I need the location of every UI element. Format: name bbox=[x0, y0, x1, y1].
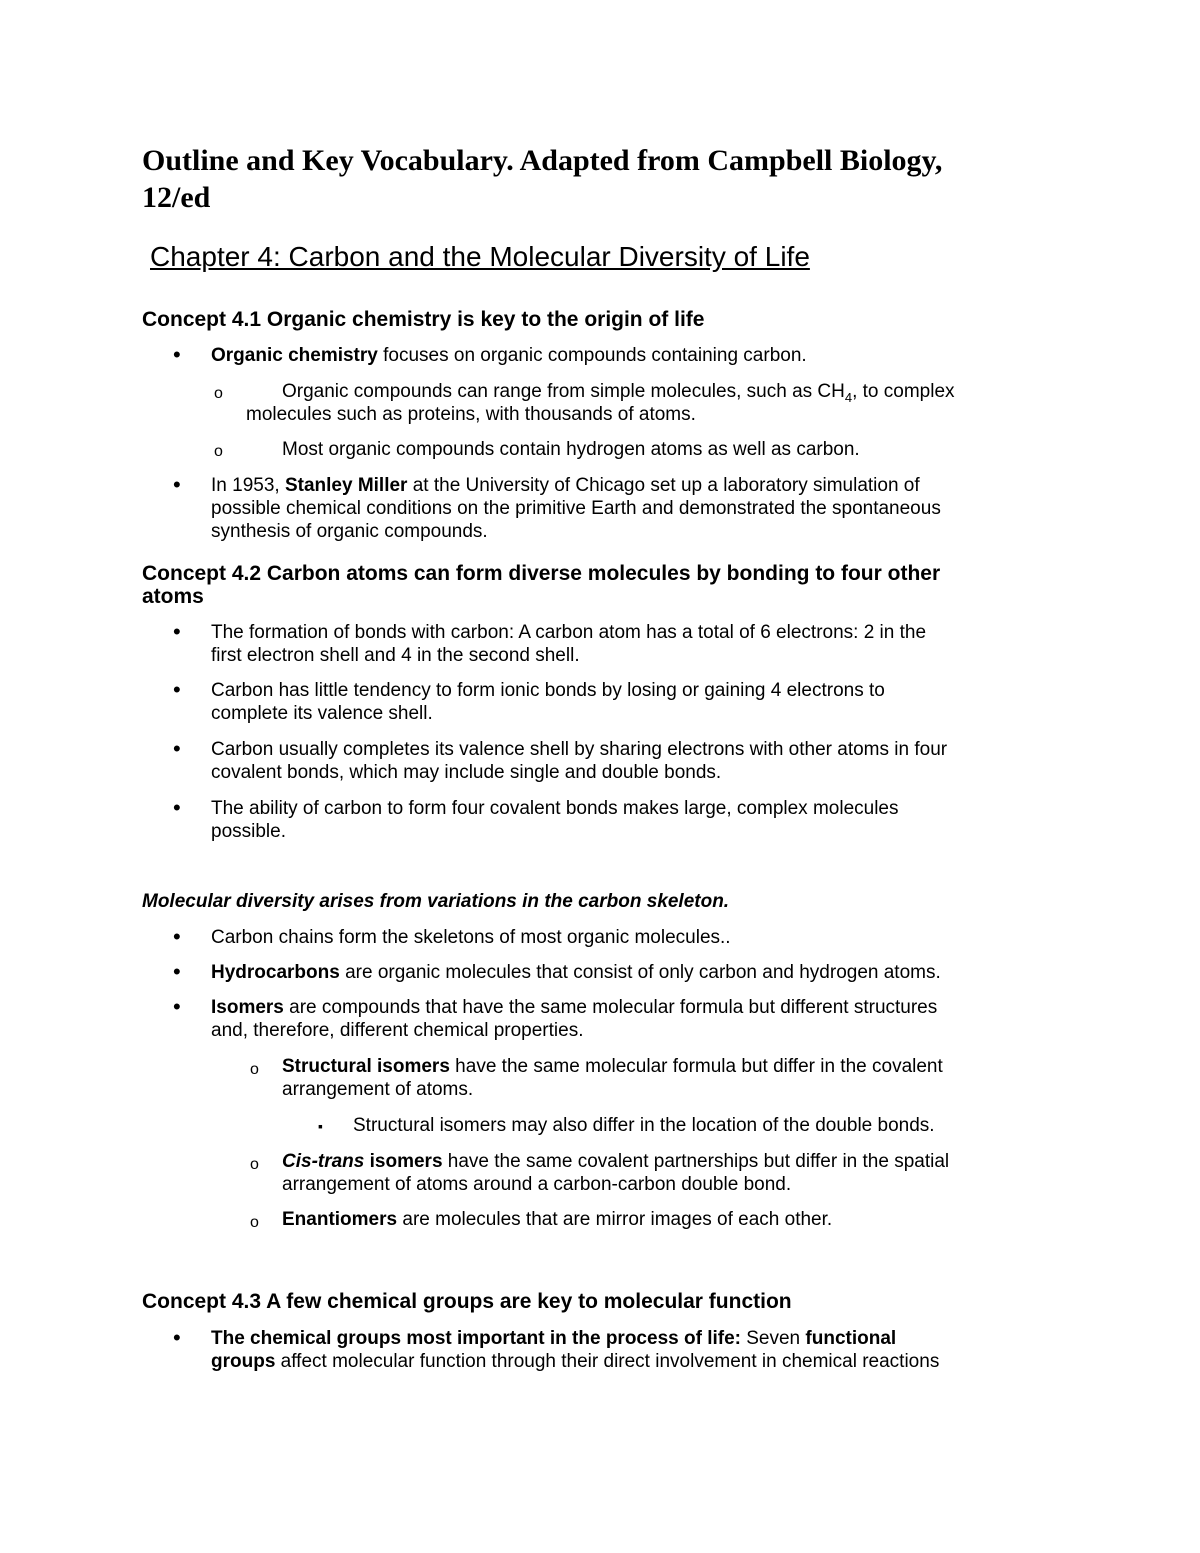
term-structural-isomers: Structural isomers bbox=[282, 1056, 450, 1077]
concept-4-3-heading: Concept 4.3 A few chemical groups are key to molecular function bbox=[142, 1290, 792, 1313]
bullet-circle: o bbox=[214, 443, 223, 460]
bullet-disc: • bbox=[173, 924, 181, 949]
concept-4-1-heading: Concept 4.1 Organic chemistry is key to the origin of life bbox=[142, 308, 705, 331]
list-item: Organic compounds can range from simple molecules, such as $CH_4$, to complex bbox=[282, 381, 955, 405]
chapter-heading: Chapter 4: Carbon and the Molecular Diversity of Life bbox=[150, 241, 810, 272]
list-item-continuation: molecules such as proteins, with thousands of atoms. bbox=[246, 404, 696, 425]
list-item: Carbon has little tendency to form ionic bonds by losing or gaining 4 electrons to bbox=[211, 680, 885, 701]
list-item-continuation: arrangement of atoms around a carbon-carbon double bond. bbox=[282, 1174, 792, 1195]
bullet-circle: o bbox=[250, 1156, 259, 1173]
list-item: In 1953, Stanley Miller at the University of Chicago set up a laboratory simulation of bbox=[211, 475, 920, 496]
list-item: Structural isomers may also differ in the location of the double bonds. bbox=[353, 1115, 935, 1136]
bullet-disc: • bbox=[173, 736, 181, 761]
term-groups: groups bbox=[211, 1351, 276, 1372]
list-item: The chemical groups most important in the process of life: Seven functional bbox=[211, 1328, 897, 1349]
term-isomers: Isomers bbox=[211, 997, 284, 1018]
document-title-line-2: 12/ed bbox=[142, 181, 211, 214]
bullet-circle: o bbox=[250, 1061, 259, 1078]
bullet-disc: • bbox=[173, 1325, 181, 1350]
list-item: Isomers are compounds that have the same molecular formula but different structures bbox=[211, 997, 938, 1018]
list-item: Carbon chains form the skeletons of most organic molecules.. bbox=[211, 927, 731, 948]
list-item-continuation: and, therefore, different chemical properties. bbox=[211, 1020, 584, 1041]
list-item-continuation: covalent bonds, which may include single and double bonds. bbox=[211, 762, 722, 783]
list-item: Cis-trans isomers have the same covalent partnerships but differ in the spatial bbox=[282, 1151, 950, 1172]
list-item: The formation of bonds with carbon: A carbon atom has a total of 6 electrons: 2 in the bbox=[211, 622, 927, 643]
term-hydrocarbons: Hydrocarbons bbox=[211, 962, 340, 983]
term-enantiomers: Enantiomers bbox=[282, 1209, 398, 1230]
concept-4-2-heading-cont: atoms bbox=[142, 585, 204, 608]
list-item-continuation: first electron shell and 4 in the second shell. bbox=[211, 645, 580, 666]
term-stanley-miller: Stanley Miller bbox=[284, 475, 408, 496]
list-item: Carbon usually completes its valence shell by sharing electrons with other atoms in four bbox=[211, 739, 948, 760]
term-functional: functional bbox=[805, 1328, 897, 1349]
bullet-square: ▪ bbox=[318, 1118, 323, 1134]
list-item-continuation: possible chemical conditions on the primitive Earth and demonstrated the spontaneous bbox=[211, 498, 941, 519]
bullet-disc: • bbox=[173, 795, 181, 820]
bullet-disc: • bbox=[173, 342, 181, 367]
bullet-disc: • bbox=[173, 677, 181, 702]
list-item: Enantiomers are molecules that are mirror images of each other. bbox=[282, 1209, 833, 1230]
diversity-subheading: Molecular diversity arises from variations in the carbon skeleton. bbox=[142, 891, 730, 912]
list-item: The ability of carbon to form four covalent bonds makes large, complex molecules bbox=[211, 798, 899, 819]
list-item: Structural isomers have the same molecular formula but differ in the covalent bbox=[282, 1056, 943, 1077]
list-item-continuation: synthesis of organic compounds. bbox=[211, 521, 488, 542]
concept-4-2-heading: Concept 4.2 Carbon atoms can form diverse molecules by bonding to four other bbox=[142, 562, 941, 585]
term-cis-trans: Cis-trans bbox=[282, 1151, 365, 1172]
document-title-line-1: Outline and Key Vocabulary. Adapted from Campbell Biology, bbox=[142, 144, 943, 177]
list-item: Hydrocarbons are organic molecules that consist of only carbon and hydrogen atoms. bbox=[211, 962, 941, 983]
bullet-disc: • bbox=[173, 472, 181, 497]
list-item: Organic chemistry focuses on organic compounds containing carbon. bbox=[211, 345, 807, 366]
list-item-continuation: complete its valence shell. bbox=[211, 703, 433, 724]
term-organic-chemistry: Organic chemistry bbox=[211, 345, 378, 366]
list-item-continuation: groups affect molecular function through their direct involvement in chemical reactions bbox=[211, 1351, 940, 1372]
bullet-disc: • bbox=[173, 619, 181, 644]
list-item-continuation: possible. bbox=[211, 821, 286, 842]
list-item: Most organic compounds contain hydrogen atoms as well as carbon. bbox=[282, 439, 860, 460]
bullet-circle: o bbox=[214, 385, 223, 402]
term-chemical-groups: The chemical groups most important in the process of life: bbox=[211, 1328, 741, 1349]
bullet-disc: • bbox=[173, 994, 181, 1019]
bullet-disc: • bbox=[173, 959, 181, 984]
bullet-circle: o bbox=[250, 1214, 259, 1231]
list-item-continuation: arrangement of atoms. bbox=[282, 1079, 474, 1100]
